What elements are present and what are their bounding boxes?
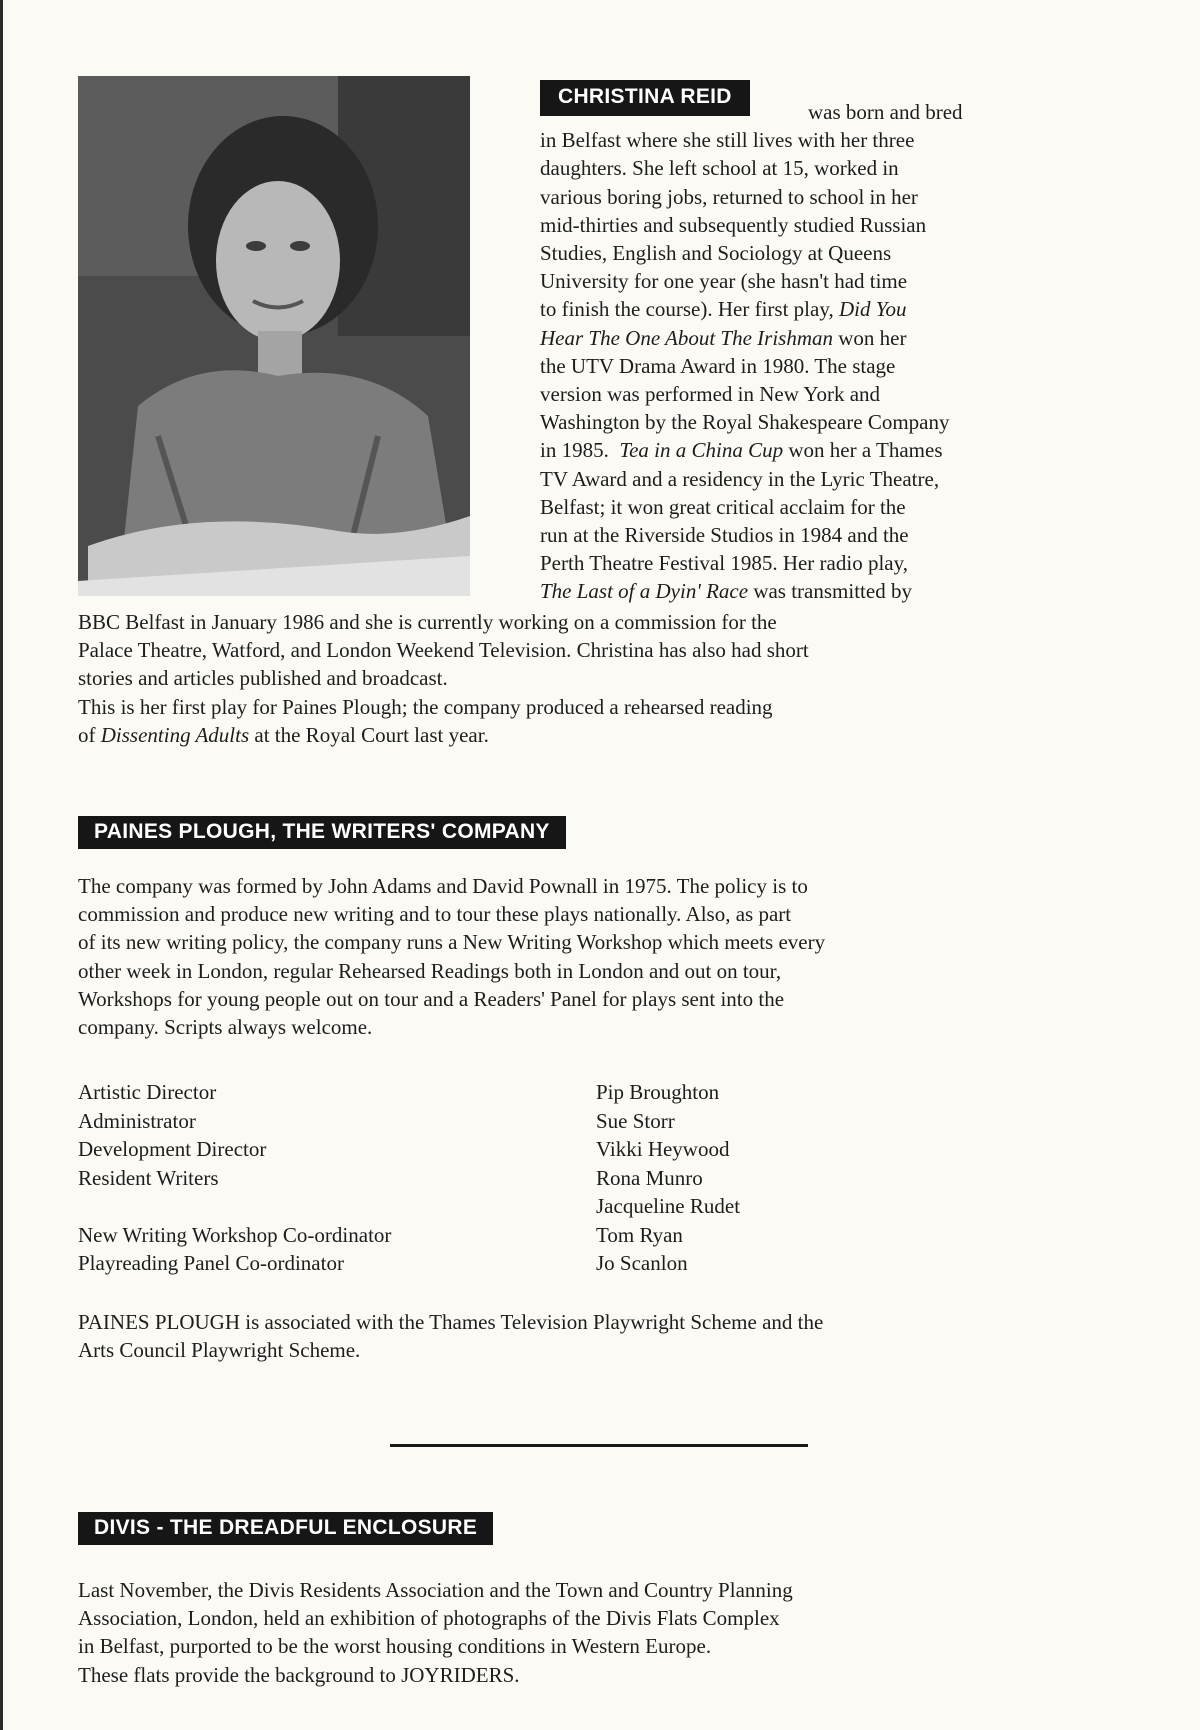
paines-description: [78, 872, 1123, 1041]
paines-heading: PAINES PLOUGH, THE WRITERS' COMPANY: [78, 816, 566, 849]
reid-line: [540, 295, 1120, 323]
paines-line: other week in London, regular Rehearsed Readings both in London and out on tour,: [78, 958, 782, 983]
staff-name: Vikki Heywood: [596, 1137, 730, 1161]
staff-name: Pip Broughton: [596, 1080, 720, 1104]
reid-line: Perth Theatre Festival 1985. Her radio play,: [540, 551, 908, 576]
divis-line: in Belfast, purported to be the worst housing conditions in Western Europe.: [78, 1634, 712, 1659]
reid-line: the UTV Drama Award in 1980. The stage: [540, 353, 896, 378]
staff-name: Jacqueline Rudet: [596, 1194, 741, 1218]
paines-association: [78, 1308, 1123, 1364]
paines-line: Workshops for young people out on tour and a Readers' Panel for plays sent into the: [78, 986, 785, 1011]
staff-role: Playreading Panel Co-ordinator: [78, 1251, 344, 1275]
reid-line: Belfast; it won great critical acclaim for the: [540, 494, 906, 519]
association-line: Arts Council Playwright Scheme.: [78, 1338, 361, 1363]
reid-line-text: won her a Thames: [788, 438, 943, 463]
reid-line: BBC Belfast in January 1986 and she is currently working on a commission for the: [78, 610, 777, 634]
divis-line: Association, London, held an exhibition of photographs of the Divis Flats Complex: [78, 1606, 780, 1631]
divis-heading-wrap: [78, 1512, 1123, 1545]
reid-line: [540, 436, 1120, 464]
reid-line: run at the Riverside Studios in 1984 and the: [540, 523, 909, 548]
reid-line-text: of: [78, 722, 96, 747]
paines-line: company. Scripts always welcome.: [78, 1015, 373, 1040]
play-title: Did You: [838, 297, 907, 322]
play-title: Hear The One About The Irishman: [540, 325, 834, 350]
page-edge: [0, 0, 3, 1730]
reid-line: various boring jobs, returned to school in her: [540, 184, 918, 209]
reid-line: This is her first play for Paines Plough; the company produced a rehearsed reading: [78, 694, 773, 719]
reid-line-text: won her: [838, 325, 907, 350]
staff-role: Administrator: [78, 1108, 196, 1133]
reid-bio-bottom: [78, 608, 1123, 749]
reid-line-text: in 1985.: [540, 438, 609, 463]
staff-name: Rona Munro: [596, 1165, 703, 1190]
reid-line-text: to finish the course). Her first play,: [540, 297, 834, 322]
reid-line: mid-thirties and subsequently studied Russian: [540, 212, 927, 237]
reid-line: [78, 721, 1123, 749]
divis-description: [78, 1576, 1123, 1689]
paines-heading-wrap: [78, 816, 1123, 849]
reid-line-text: was transmitted by: [753, 579, 912, 604]
staff-name: Jo Scanlon: [596, 1251, 688, 1275]
divis-line: These flats provide the background to JOYRIDERS.: [78, 1662, 520, 1687]
reid-line: Palace Theatre, Watford, and London Weekend Television. Christina has also had short: [78, 638, 809, 663]
staff-role: Resident Writers: [78, 1165, 219, 1190]
reid-line: daughters. She left school at 15, worked in: [540, 156, 899, 181]
staff-role: Development Director: [78, 1137, 267, 1161]
paines-line: of its new writing policy, the company runs a New Writing Workshop which meets every: [78, 930, 826, 955]
reid-line: [540, 324, 1120, 352]
reid-line: version was performed in New York and: [540, 382, 881, 407]
staff-role: Artistic Director: [78, 1080, 217, 1104]
play-title: Tea in a China Cup: [619, 438, 784, 463]
reid-line: in Belfast where she still lives with her three: [540, 128, 915, 153]
staff-role: New Writing Workshop Co-ordinator: [78, 1222, 392, 1247]
paines-line: commission and produce new writing and to tour these plays nationally. Also, as part: [78, 902, 792, 927]
divis-line: Last November, the Divis Residents Association and the Town and Country Planning: [78, 1578, 793, 1602]
author-photo-art: [78, 76, 470, 596]
play-title: The Last of a Dyin' Race: [540, 579, 749, 604]
reid-line: University for one year (she hasn't had time: [540, 269, 908, 294]
divis-heading: DIVIS - THE DREADFUL ENCLOSURE: [78, 1512, 493, 1545]
reid-line: stories and articles published and broadcast.: [78, 666, 448, 691]
reid-line: TV Award and a residency in the Lyric Theatre,: [540, 466, 940, 491]
paines-line: The company was formed by John Adams and David Pownall in 1975. The policy is to: [78, 874, 808, 898]
association-line: PAINES PLOUGH is associated with the Thames Television Playwright Scheme and the: [78, 1310, 824, 1334]
reid-bio-top: [540, 80, 1120, 606]
staff-name: Sue Storr: [596, 1108, 675, 1133]
play-title: Dissenting Adults: [100, 722, 250, 747]
reid-line: was born and bred: [808, 100, 963, 124]
author-photo: [78, 76, 470, 596]
reid-line: Washington by the Royal Shakespeare Company: [540, 410, 950, 435]
reid-heading: CHRISTINA REID: [540, 80, 750, 116]
reid-line-text: at the Royal Court last year.: [254, 722, 489, 747]
reid-line: Studies, English and Sociology at Queens: [540, 241, 892, 266]
reid-line: [540, 577, 1120, 605]
staff-name: Tom Ryan: [596, 1222, 683, 1247]
section-divider: [390, 1444, 808, 1447]
